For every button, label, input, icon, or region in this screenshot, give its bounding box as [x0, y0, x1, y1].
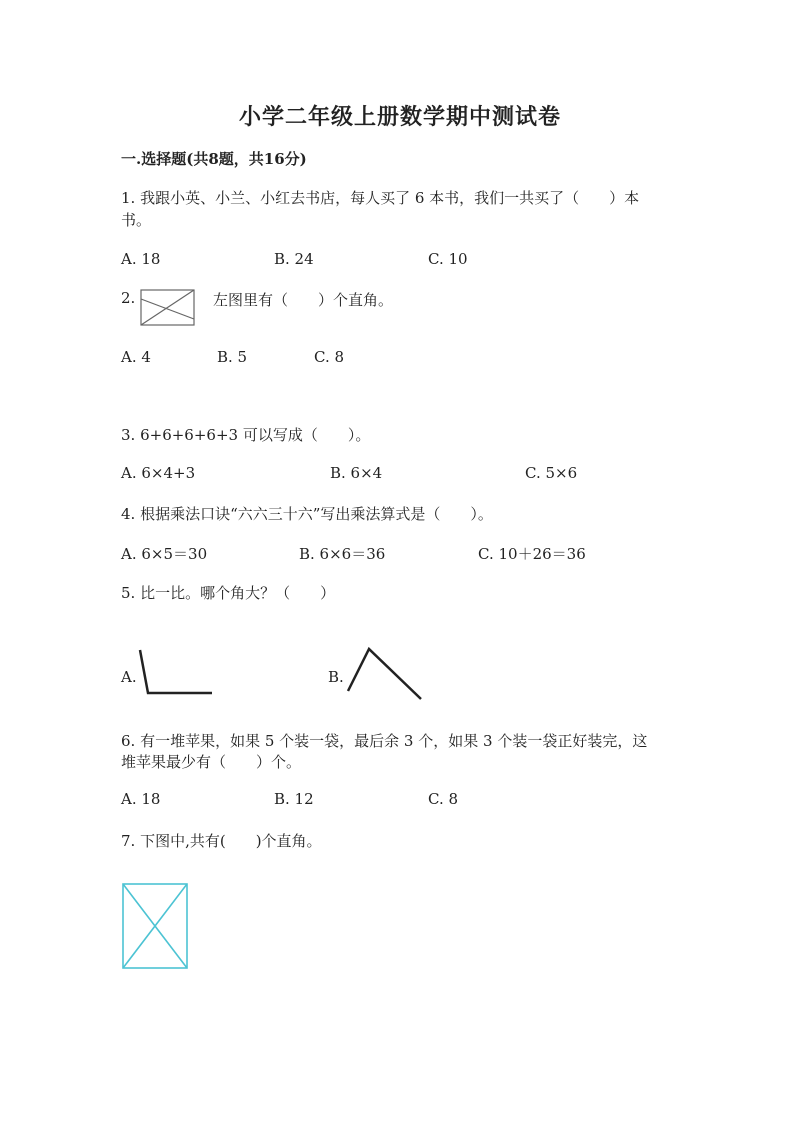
- question-4-option-b: B. 6×6＝36: [299, 545, 386, 563]
- question-2-option-b: B. 5: [217, 348, 248, 366]
- question-7-text: 7. 下图中,共有( )个直角。: [121, 832, 322, 850]
- question-4-option-c: C. 10＋26＝36: [478, 545, 586, 563]
- question-2-option-c: C. 8: [314, 348, 345, 366]
- question-1-option-b: B. 24: [274, 250, 314, 268]
- question-1-line-2: 书。: [121, 211, 152, 229]
- angle-b-figure: [345, 645, 425, 703]
- question-1-line-1: 1. 我跟小英、小兰、小红去书店，每人买了 6 本书，我们一共买了（ ）本: [121, 189, 640, 207]
- envelope-figure: [140, 289, 196, 327]
- question-1-option-a: A. 18: [121, 250, 161, 268]
- question-2-option-a: A. 4: [121, 348, 151, 366]
- question-6-option-b: B. 12: [274, 790, 314, 808]
- question-3-text: 3. 6+6+6+6+3 可以写成（ ）。: [121, 426, 371, 444]
- section-heading: 一.选择题(共8题，共16分): [121, 150, 307, 168]
- question-3-option-c: C. 5×6: [525, 464, 578, 482]
- question-1-option-c: C. 10: [428, 250, 468, 268]
- page-title: 小学二年级上册数学期中测试卷: [238, 104, 561, 130]
- question-2-text: 左图里有（ ）个直角。: [213, 291, 394, 309]
- question-4-text: 4. 根据乘法口诀“六六三十六”写出乘法算式是（ ）。: [121, 505, 493, 523]
- question-6-line-1: 6. 有一堆苹果，如果 5 个装一袋，最后余 3 个，如果 3 个装一袋正好装完，这: [121, 732, 648, 750]
- question-6-line-2: 堆苹果最少有（ ）个。: [121, 753, 302, 771]
- question-5-option-b: B.: [328, 668, 344, 686]
- question-6-option-c: C. 8: [428, 790, 459, 808]
- angle-a-figure: [136, 646, 216, 698]
- question-6-option-a: A. 18: [121, 790, 161, 808]
- question-3-option-a: A. 6×4+3: [121, 464, 196, 482]
- crossed-rectangle-figure: [122, 883, 190, 971]
- question-5-text: 5. 比一比。哪个角大？（ ）: [121, 584, 336, 602]
- question-2-number: 2.: [121, 289, 136, 307]
- question-3-option-b: B. 6×4: [330, 464, 383, 482]
- question-4-option-a: A. 6×5＝30: [121, 545, 208, 563]
- question-5-option-a: A.: [121, 668, 137, 686]
